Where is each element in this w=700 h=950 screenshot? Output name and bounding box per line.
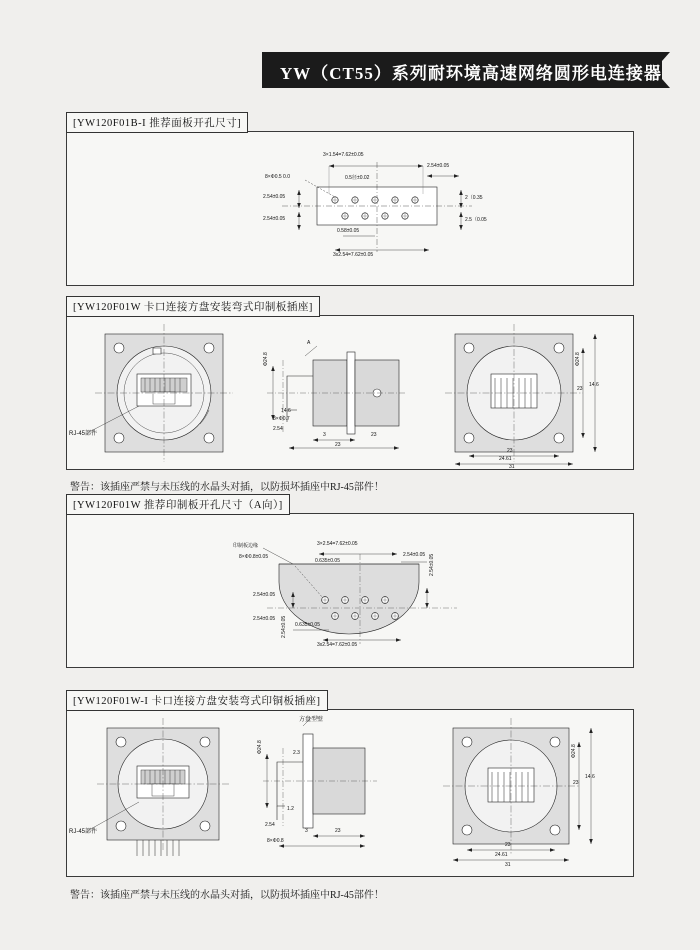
drawing-connector-variant — [67, 710, 633, 876]
dim-d12-2: 24.61 — [499, 456, 512, 462]
dim-d3-4: 1.2 — [287, 806, 294, 812]
dim-d2-2: 14.6 — [281, 408, 291, 414]
warning-text-2: 警告：该插座严禁与未压线的水晶头对插，以防损坏插座中RJ-45部件！ — [70, 482, 384, 493]
dim-d14-4: 14.6 — [585, 774, 595, 780]
dim-bottom-main-1: 3x2.54=7.62±0.05 — [333, 252, 374, 258]
section-label-1: [YW120F01B-I 推荐面板开孔尺寸] — [66, 112, 248, 133]
dim-d7-2: 23 — [335, 442, 341, 448]
drawing-connector-front-view — [67, 316, 633, 469]
dim-top-main-1: 3×1.54=7.62±0.05 — [323, 152, 364, 158]
dim-d14-2: A — [307, 340, 311, 346]
dim-d7-4: 8×Φ0.8 — [267, 838, 284, 844]
page-title: YW（CT55）系列耐环境高速网络圆形电连接器 — [280, 64, 662, 83]
dim-top-main-3: 3×2.54=7.62±0.05 — [317, 541, 358, 547]
dim-d1-2: Φ24.8 — [263, 352, 269, 366]
dim-d13-4: 31 — [505, 862, 511, 868]
dim-center-3: 0.635±0.05 — [315, 558, 340, 564]
label-rj45-part-2: RJ-45部件 — [69, 431, 98, 437]
dim-d5-4: 3 — [305, 828, 308, 834]
dim-d10-2: 14.6 — [589, 382, 599, 388]
dim-d3-2: 8×Φ0.7 — [273, 416, 290, 422]
section-label-3: [YW120F01W 推荐印制板开孔尺寸（A向）] — [66, 494, 290, 515]
page-header — [262, 52, 672, 88]
dim-d6-2: 23 — [371, 432, 377, 438]
dim-d13-2: 31 — [509, 464, 515, 470]
dim-top-right-1: 2.54±0.05 — [427, 163, 450, 169]
dim-top-center-1: 0.5径±0.02 — [345, 175, 370, 181]
dim-hole-3: 8×Φ0.8±0.05 — [239, 554, 269, 560]
label-plate-4: 方盘型壁 — [299, 717, 324, 723]
dim-d8-2: Φ24.8 — [575, 352, 581, 366]
note-pcb-edge-3: 印制板边缘 — [233, 543, 259, 549]
dim-d9-2: 23 — [577, 386, 583, 392]
dim-right-3-a: 2.54±0.05 — [429, 553, 435, 576]
dim-d4-2: 2.54 — [273, 426, 283, 432]
warning-text-4: 警告：该插座严禁与未压线的水晶头对插，以防损坏插座中RJ-45部件！ — [70, 890, 384, 901]
dim-d11-2: 23 — [507, 448, 513, 454]
section-frame-1 — [66, 131, 634, 286]
dim-left-3-b: 2.54±0.05 — [253, 616, 276, 622]
dim-d5-2: 3 — [323, 432, 326, 438]
dim-d11-4: 23 — [505, 842, 511, 848]
section-frame-4 — [66, 709, 634, 877]
dim-d1-4: Φ24.8 — [257, 740, 263, 754]
section-frame-3 — [66, 513, 634, 668]
dim-d4-4: 2.54 — [265, 822, 275, 828]
dim-left-1-b: 2.54±0.05 — [263, 216, 286, 222]
label-rj45-part-4: RJ-45部件 — [69, 829, 98, 835]
section-label-2: [YW120F01W 卡口连接方盘安装弯式印制板插座] — [66, 296, 320, 317]
dim-bottom-main-3: 3x2.54=7.62±0.05 — [317, 642, 358, 648]
dim-right-3-b: 2.54±0.05 — [281, 615, 287, 638]
dim-top-right-3: 2.54±0.05 — [403, 552, 426, 558]
dim-bottom-center-1: 0.58±0.05 — [337, 228, 360, 234]
dim-left-1-a: 2.54±0.05 — [263, 194, 286, 200]
section-label-4: [YW120F01W-I 卡口连接方盘安装弯式印铜板插座] — [66, 690, 328, 711]
dim-bottom-c-3: 0.635±0.05 — [295, 622, 320, 628]
dim-d6-4: 23 — [335, 828, 341, 834]
dim-right-1-b: 2.5（0.05 — [465, 217, 487, 223]
dim-hole-1: 8×Φ0.5 0.0 — [265, 174, 290, 180]
dim-right-1-a: 2（0.35 — [465, 195, 483, 201]
dim-d2-4: 2.3 — [293, 750, 300, 756]
dim-d12-4: 24.61 — [495, 852, 508, 858]
section-frame-2 — [66, 315, 634, 470]
dim-d8-4: Φ24.8 — [571, 744, 577, 758]
dim-d9-4: 23 — [573, 780, 579, 786]
dim-left-3-a: 2.54±0.05 — [253, 592, 276, 598]
